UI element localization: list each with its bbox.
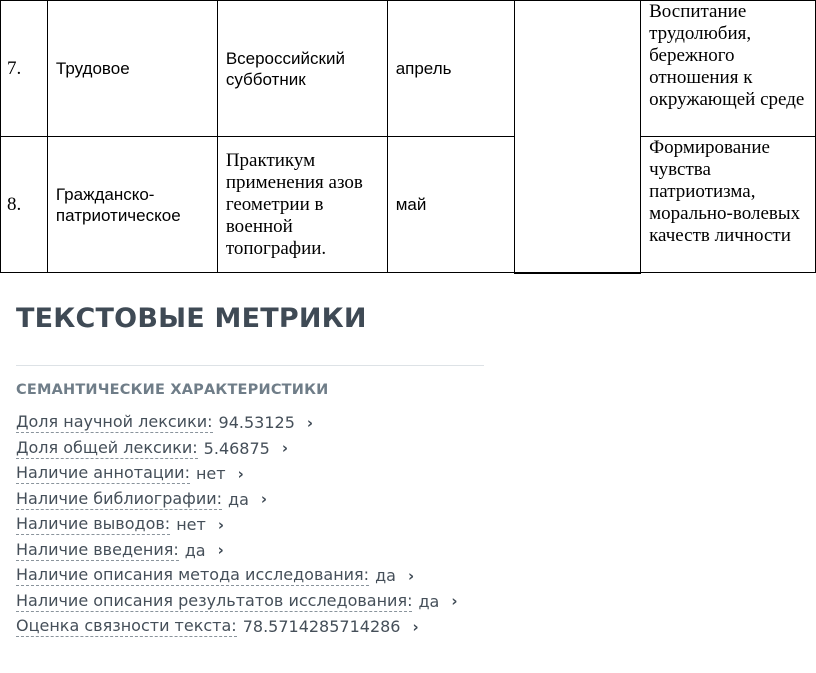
list-item[interactable] (16, 563, 486, 589)
chevron-right-icon[interactable]: › (237, 464, 244, 483)
chevron-right-icon[interactable]: › (451, 592, 458, 611)
list-item[interactable] (16, 589, 486, 615)
divider (16, 365, 484, 366)
row-number: 8. (1, 137, 48, 273)
table-row (1, 1, 816, 137)
chevron-right-icon[interactable]: › (281, 439, 289, 458)
metric-label[interactable]: Наличие описания результатов исследования: (16, 590, 413, 610)
metric-label[interactable]: Наличие аннотации: (16, 463, 190, 483)
list-item[interactable] (16, 512, 486, 538)
events-table (0, 0, 816, 274)
direction-cell: Трудовое (47, 1, 217, 137)
metric-value: да (418, 591, 440, 611)
direction-cell: Гражданско-патриотическое (47, 137, 217, 273)
section-heading: СЕМАНТИЧЕСКИЕ ХАРАКТЕРИСТИКИ (16, 382, 329, 398)
metric-value: нет (176, 515, 206, 535)
goal-cell: Формирование чувства патриотизма, морально-волевых качеств личности (641, 137, 816, 273)
metric-value: нет (195, 464, 226, 484)
list-item[interactable] (16, 614, 486, 640)
metric-value: да (375, 566, 396, 586)
metrics-title: ТЕКСТОВЫЕ МЕТРИКИ (16, 303, 367, 334)
chevron-right-icon[interactable]: › (217, 515, 225, 534)
metric-label[interactable]: Оценка связности текста: (16, 616, 237, 636)
list-item[interactable] (16, 461, 486, 487)
chevron-right-icon[interactable]: › (412, 617, 419, 636)
metric-value: 5.46875 (203, 438, 270, 458)
list-item[interactable] (16, 410, 486, 436)
metric-label[interactable]: Наличие введения: (16, 539, 179, 559)
metric-list (16, 410, 486, 640)
month-cell: май (387, 137, 515, 273)
metric-label[interactable]: Наличие библиографии: (16, 488, 223, 508)
metric-label[interactable]: Наличие выводов: (16, 514, 171, 534)
list-item[interactable] (16, 487, 486, 513)
metric-value: 78.5714285714286 (242, 617, 401, 637)
metric-value: да (184, 540, 206, 560)
chevron-right-icon[interactable]: › (217, 541, 224, 560)
metric-label[interactable]: Доля научной лексики: (16, 412, 213, 432)
event-cell: Практикум применения азов геометрии в военной топографии. (217, 137, 387, 273)
goal-cell: Воспитание трудолюбия, бережного отношения к окружающей среде (641, 1, 816, 137)
list-item[interactable] (16, 436, 486, 462)
chevron-right-icon[interactable]: › (306, 413, 314, 432)
list-item[interactable] (16, 538, 486, 564)
metric-label[interactable]: Наличие описания метода исследования: (16, 565, 370, 585)
month-cell: апрель (387, 1, 515, 137)
row-number: 7. (1, 1, 48, 137)
table-row (1, 137, 816, 273)
chevron-right-icon[interactable]: › (260, 490, 268, 509)
empty-cell (515, 1, 641, 273)
text-metrics-panel (16, 302, 486, 640)
metric-label[interactable]: Доля общей лексики: (16, 437, 198, 457)
chevron-right-icon[interactable]: › (407, 566, 415, 585)
event-cell: Всероссийский субботник (217, 1, 387, 137)
metric-value: да (228, 489, 249, 509)
metric-value: 94.53125 (218, 413, 295, 433)
